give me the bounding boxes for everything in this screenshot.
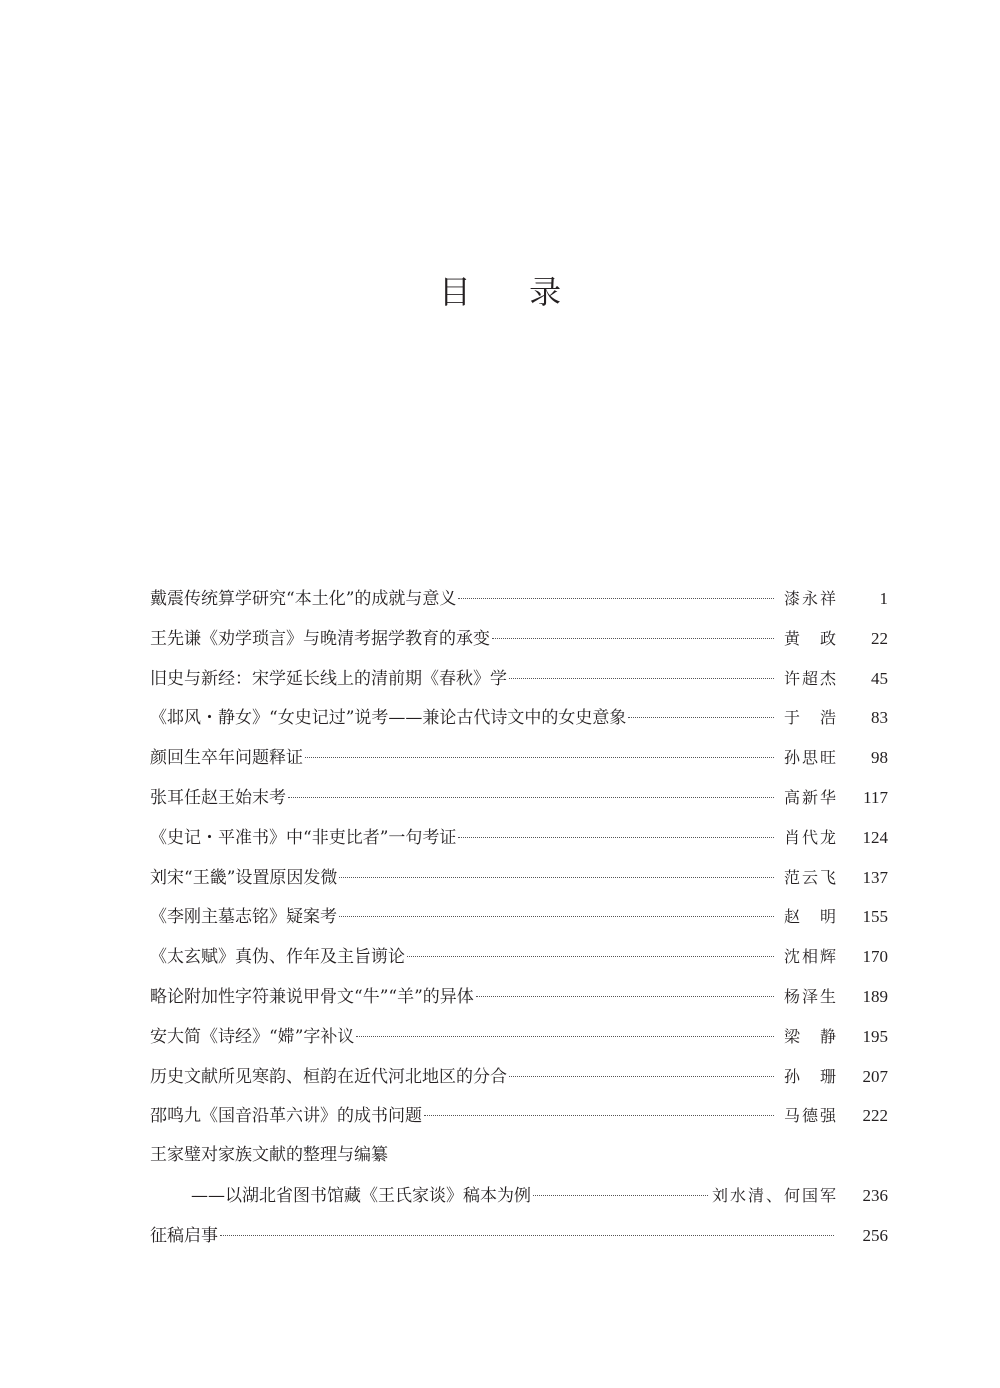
toc-entry[interactable] [150, 1216, 888, 1256]
dot-leader [458, 837, 774, 838]
toc-entry-page: 189 [862, 986, 888, 1006]
toc-entry[interactable] [150, 1096, 888, 1136]
dot-leader [476, 996, 774, 997]
page-title: 目 录 [438, 273, 586, 311]
toc-entry-author: 杨泽生 [783, 986, 838, 1006]
toc-entry[interactable] [150, 698, 888, 738]
dot-leader [424, 1115, 774, 1116]
toc-entry-author: 黄 政 [783, 628, 838, 648]
toc-entry[interactable] [150, 858, 888, 898]
toc-entry-author: 沈相辉 [783, 947, 838, 967]
toc-entry-author: 肖代龙 [783, 827, 838, 847]
dot-leader [407, 956, 774, 957]
toc-entry-author: 许超杰 [783, 668, 838, 688]
toc-entry-page: 222 [862, 1106, 888, 1126]
toc-entry-title: 《太玄赋》真伪、作年及主旨谫论 [150, 947, 405, 968]
dot-leader [288, 797, 774, 798]
toc-entry-author: 马德强 [783, 1106, 838, 1126]
toc-entry[interactable] [150, 659, 888, 699]
dot-leader [492, 638, 774, 639]
toc-entry[interactable] [150, 897, 888, 937]
toc-entry-page: 155 [862, 907, 888, 927]
toc-entry-page: 98 [871, 748, 888, 768]
toc-entry-page: 256 [862, 1225, 888, 1245]
dot-leader [533, 1195, 708, 1196]
toc-entry-subtitle: ——以湖北省图书馆藏《王氏家谈》稿本为例 [191, 1185, 531, 1206]
toc-entry-subtitle-line[interactable] [150, 1176, 888, 1216]
toc-entry-author: 孙思旺 [783, 748, 838, 768]
toc-entry-page: 22 [871, 628, 888, 648]
toc-entry-title: 王先谦《劝学琐言》与晚清考据学教育的承变 [150, 628, 490, 649]
toc-entry[interactable] [150, 738, 888, 778]
toc-entry-page: 170 [862, 947, 888, 967]
toc-entry-title: 《邶风・静女》“女史记过”说考——兼论古代诗文中的女史意象 [150, 708, 627, 729]
toc-entry-title: 王家璧对家族文献的整理与编纂 [150, 1145, 388, 1166]
dot-leader [628, 717, 774, 718]
toc-entry-author: 刘水清、何国军 [711, 1185, 838, 1205]
toc-entry-title: 略论附加性字符兼说甲骨文“牛”“羊”的异体 [150, 986, 474, 1007]
dot-leader [339, 877, 774, 878]
toc-entry-title: 邵鸣九《国音沿革六讲》的成书问题 [150, 1106, 422, 1127]
toc-entry-author: 赵 明 [783, 907, 838, 927]
dot-leader [509, 678, 774, 679]
toc-entry-page: 124 [862, 827, 888, 847]
toc-entry-title: 颜回生卒年问题释证 [150, 748, 303, 769]
dot-leader [305, 757, 774, 758]
toc-entry-heading[interactable] [150, 1136, 888, 1176]
toc-entry-page: 207 [862, 1066, 888, 1086]
toc-entry-author: 孙 珊 [783, 1066, 838, 1086]
toc-entry-page: 83 [871, 708, 888, 728]
toc-entry[interactable] [150, 977, 888, 1017]
dot-leader [509, 1076, 774, 1077]
toc-entry-author: 范云飞 [783, 867, 838, 887]
toc-entry-page: 236 [862, 1185, 888, 1205]
toc-entry[interactable] [150, 778, 888, 818]
toc-entry[interactable] [150, 1017, 888, 1057]
dot-leader [339, 916, 774, 917]
toc-entry-page: 117 [863, 787, 888, 807]
toc-entry-title: 征稿启事 [150, 1225, 218, 1246]
toc-entry-title: 张耳任赵王始末考 [150, 787, 286, 808]
toc-entry-author: 于 浩 [783, 708, 838, 728]
toc-entry[interactable] [150, 937, 888, 977]
dot-leader [220, 1235, 834, 1236]
toc-entry-title: 《李刚主墓志铭》疑案考 [150, 907, 337, 928]
toc-entry-page: 45 [871, 668, 888, 688]
toc-entry-title: 历史文献所见寒韵、桓韵在近代河北地区的分合 [150, 1066, 507, 1087]
toc-entry-author: 梁 静 [783, 1026, 838, 1046]
toc-entry-author: 漆永祥 [783, 589, 838, 608]
toc-entry-page: 195 [862, 1026, 888, 1046]
toc-entry-title: 刘宋“王畿”设置原因发微 [150, 867, 338, 888]
dot-leader [356, 1036, 774, 1037]
toc-entry-title: 戴震传统算学研究“本土化”的成就与意义 [150, 589, 457, 609]
toc-entry[interactable] [150, 619, 888, 659]
toc-entry[interactable] [150, 1057, 888, 1097]
toc-entry[interactable] [150, 818, 888, 858]
toc-entry-page: 137 [862, 867, 888, 887]
toc-entry[interactable] [150, 579, 888, 619]
dot-leader [458, 598, 774, 599]
toc-entry-author: 高新华 [783, 787, 838, 807]
toc-entry-title: 《史记・平准书》中“非吏比者”一句考证 [150, 827, 457, 848]
table-of-contents [150, 579, 888, 1256]
toc-entry-title: 安大简《诗经》“㛿”字补议 [150, 1026, 355, 1047]
toc-entry-title: 旧史与新经：宋学延长线上的清前期《春秋》学 [150, 668, 507, 689]
toc-entry-page: 1 [879, 589, 888, 608]
